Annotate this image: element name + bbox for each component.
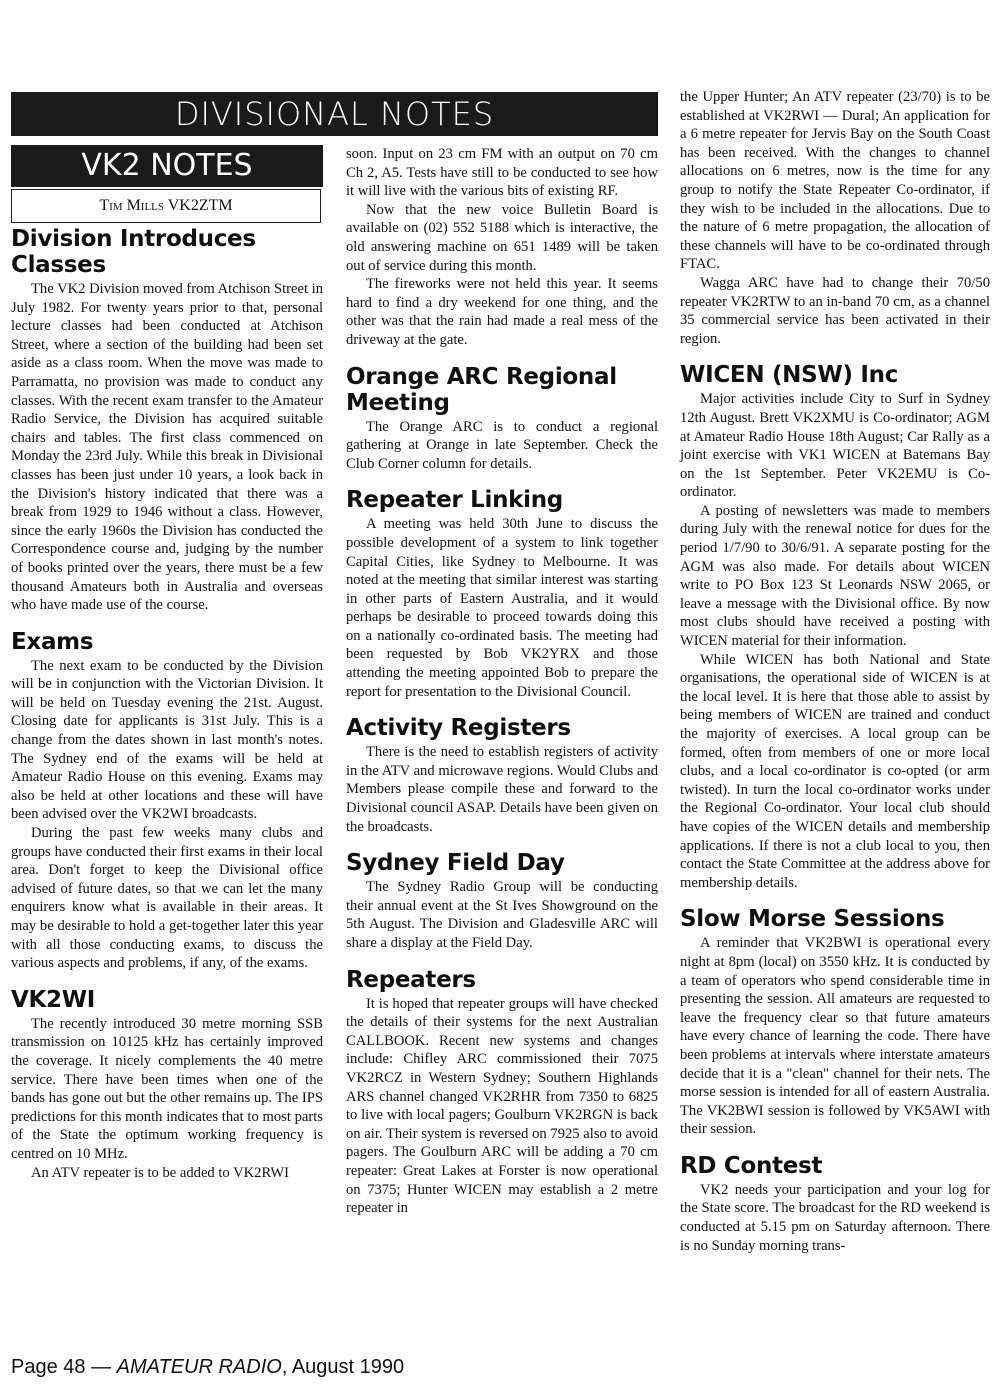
section-heading: Repeaters <box>346 966 476 993</box>
section-heading: VK2WI <box>11 986 96 1013</box>
article-section <box>11 226 323 615</box>
section-heading: Division Introduces Classes <box>11 226 256 278</box>
column-title: VK2 NOTES <box>11 145 323 187</box>
article-section <box>680 1153 990 1255</box>
section-heading: Repeater Linking <box>346 487 563 514</box>
section-heading: WICEN (NSW) Inc <box>680 362 899 389</box>
author-byline: Tim Mills VK2ZTM <box>11 189 321 223</box>
article-section <box>346 487 658 701</box>
section-heading: RD Contest <box>680 1152 823 1179</box>
article-section <box>346 850 658 952</box>
paragraph: The Orange ARC is to conduct a regional gathering at Orange in late September. Check the Club Corner column for details. <box>346 418 658 472</box>
section-heading: Orange ARC Regional Meeting <box>346 363 617 416</box>
section-banner: DIVISIONAL NOTES <box>11 92 658 136</box>
paragraph: During the past few weeks many clubs and groups have conducted their first exams in their local area. Don't forget to keep the Divisional office advised of future dates, so that we can let the many enquirers know what is available in their areas. It may be desirable to hold a get-together later this year with all those conducting exams, to discuss the various aspects and problems, if any, of the exams. <box>11 825 323 972</box>
article-section <box>11 987 323 1182</box>
paragraph: It is hoped that repeater groups will have checked the details of their systems for the next Australian CALLBOOK. Recent new systems and changes include: Chifley ARC commissioned their 7075 VK2RCZ in Western Sydney; Southern Highlands ARS channel changed VK2RHR from 7350 to 6825 to live with local pagers; Goulburn VK2RGN is back on air. Their system is reversed on 7925 also to avoid pagers. The Goulburn ARC will be adding a 70 cm repeater: Great Lakes at Forster is now operational on 7375; Hunter WICEN may establish a 2 metre repeater in <box>346 995 658 1217</box>
article-section <box>11 629 323 973</box>
paragraph: A posting of newsletters was made to members during July with the renewal notice for dues for the period 1/7/90 to 30/6/91. A separate posting for the AGM was also made. For details about WICEN write to PO Box 123 St Leonards NSW 2065, or leave a message with the Divisional office. By now most clubs should have received a posting with WICEN material for their information. <box>680 502 990 650</box>
paragraph: Wagga ARC have had to change their 70/50 repeater VK2RTW to an in-band 70 cm, as a channel 35 commercial service has been activated in their region. <box>680 274 990 347</box>
text-column-1 <box>11 226 323 1196</box>
footer-date: , August 1990 <box>281 1356 405 1378</box>
article-section <box>680 362 990 892</box>
paragraph: A reminder that VK2BWI is operational every night at 8pm (local) on 3550 kHz. It is conducted by a team of operators who spend considerable time in presenting the session. All amateurs are requested to leave the frequency clear so that future amateurs have every chance of learning the code. There have been problems at intervals where interstate amateurs decide that it is a "clean" channel for their nets. The morse session is intended for all of eastern Australia. The VK2BWI session is followed by VK5AWI with their session. <box>680 935 990 1138</box>
paragraph: the Upper Hunter; An ATV repeater (23/70) is to be established at VK2RWI — Dural; An application for a 6 metre repeater for Jervis Bay on the South Coast has been received. With the changes to channel allocations on 6 metres, now is the time for any group to notify the State Repeater Co-ordinator, if they wish to be included in the allocations. Due to the nature of 6 metre propagation, the allocation of these channels will have to be co-ordinated through FTAC. <box>680 89 990 273</box>
paragraph: There is the need to establish registers of activity in the ATV and microwave regions. Would Clubs and Members please compile these and forward to the Divisional council ASAP. Details have been given on the broadcasts. <box>346 744 658 835</box>
paragraph: Now that the new voice Bulletin Board is available on (02) 552 5188 which is interactive, the old answering machine on 651 1489 will be taken out of service during this month. <box>346 201 658 274</box>
paragraph: The Sydney Radio Group will be conducting their annual event at the St Ives Showground on the 5th August. The Division and Gladesville ARC will share a display at the Field Day. <box>346 879 658 951</box>
section-heading: Sydney Field Day <box>346 850 565 877</box>
paragraph: The VK2 Division moved from Atchison Street in July 1982. For twenty years prior to that, personal lecture classes had been conducted at Atchison Street, where a section of the building had been set aside as a class room. When the move was made to Parramatta, no provision was made to conduct any classes. With the recent exam transfer to the Amateur Radio Service, the Division has acquired suitable chairs and tables. The first class commenced on Monday the 23rd July. While this break in Divisional classes has been just under 10 years, a look back in the Division's history indicated that there was a break from 1929 to 1946 without a class. However, since the early 1960s the Division has conducted the Correspondence course and, judging by the number of books printed over the years, there must be a few thousand Amateurs both in Australia and overseas who have made use of the course. <box>11 281 323 614</box>
section-heading: Activity Registers <box>346 715 571 742</box>
footer-page: Page 48 — <box>11 1356 117 1378</box>
section-heading: Exams <box>11 628 94 655</box>
article-section <box>680 906 990 1139</box>
article-section <box>346 145 658 350</box>
footer-magazine: AMATEUR RADIO <box>116 1356 282 1378</box>
paragraph: A meeting was held 30th June to discuss the possible development of a system to link together Capital Cities, like Sydney to Melbourne. It was noted at the meeting that similar interest was starting in other parts of Eastern Australia, and it would perhaps be desirable to proceed towards doing this on a nationally co-ordinated basis. The meeting had been requested by Bob VK2YRX and those attending the meeting appointed Bob to prepare the report for presentation to the Divisional Council. <box>346 516 658 700</box>
article-section <box>346 967 658 1218</box>
paragraph: While WICEN has both National and State organisations, the operational side of WICEN is at the local level. It is here that those able to assist by being members of WICEN are trained and conduct the majority of exercises. A local group can be formed, often from members of one or more local clubs, and a local co-ordinator is co-opted (or arm twisted). In turn the local co-ordinator works under the Regional Co-ordinator. Your local club should have copies of the WICEN details and membership applications. If there is not a club local to you, then contact the State Committee at the address above for membership details. <box>680 651 990 891</box>
text-column-2 <box>346 145 658 1232</box>
paragraph: The recently introduced 30 metre morning SSB transmission on 10125 kHz has certainly improved the coverage. It nicely complements the 40 metre service. There have been times when one of the bands has gone out but the other remains up. The IPS predictions for this month indicates that to most parts of the State the optimum working frequency is centred on 10 MHz. <box>11 1015 323 1162</box>
paragraph: soon. Input on 23 cm FM with an output on 70 cm Ch 2, A5. Tests have still to be conducted to see how it will live with the various bits of existing RF. <box>346 146 658 200</box>
paragraph: An ATV repeater is to be added to VK2RWI <box>31 1164 290 1181</box>
page-footer <box>11 1356 404 1379</box>
section-heading: Slow Morse Sessions <box>680 906 945 933</box>
article-section <box>680 88 990 348</box>
article-section <box>346 715 658 836</box>
paragraph: The fireworks were not held this year. It seems hard to find a dry weekend for one thing, and the other was that the rain had made a real mess of the driveway at the gate. <box>346 276 658 348</box>
paragraph: Major activities include City to Surf in Sydney 12th August. Brett VK2XMU is Co-ordinator; AGM at Amateur Radio House 18th August; Car Rally as a joint exercise with VK1 WICEN at Batemans Bay on the 1st September. Peter VK2EMU is Co-ordinator. <box>680 391 990 501</box>
article-section <box>346 364 658 474</box>
paragraph: VK2 needs your participation and your log for the State score. The broadcast for the RD weekend is conducted at 5.15 pm on Saturday afternoon. There is no Sunday morning trans- <box>680 1181 990 1254</box>
paragraph: The next exam to be conducted by the Division will be in conjunction with the Victorian Division. It will be held on Tuesday evening the 21st. August. Closing date for applicants is 31st July. This is a change from the dates shown in last month's notes. The Sydney end of the exams will be held at Amateur Radio House on this evening. Exams may also be held at other locations and these will have been advised over the VK2WI broadcasts. <box>11 657 323 823</box>
text-column-3 <box>680 88 990 1269</box>
